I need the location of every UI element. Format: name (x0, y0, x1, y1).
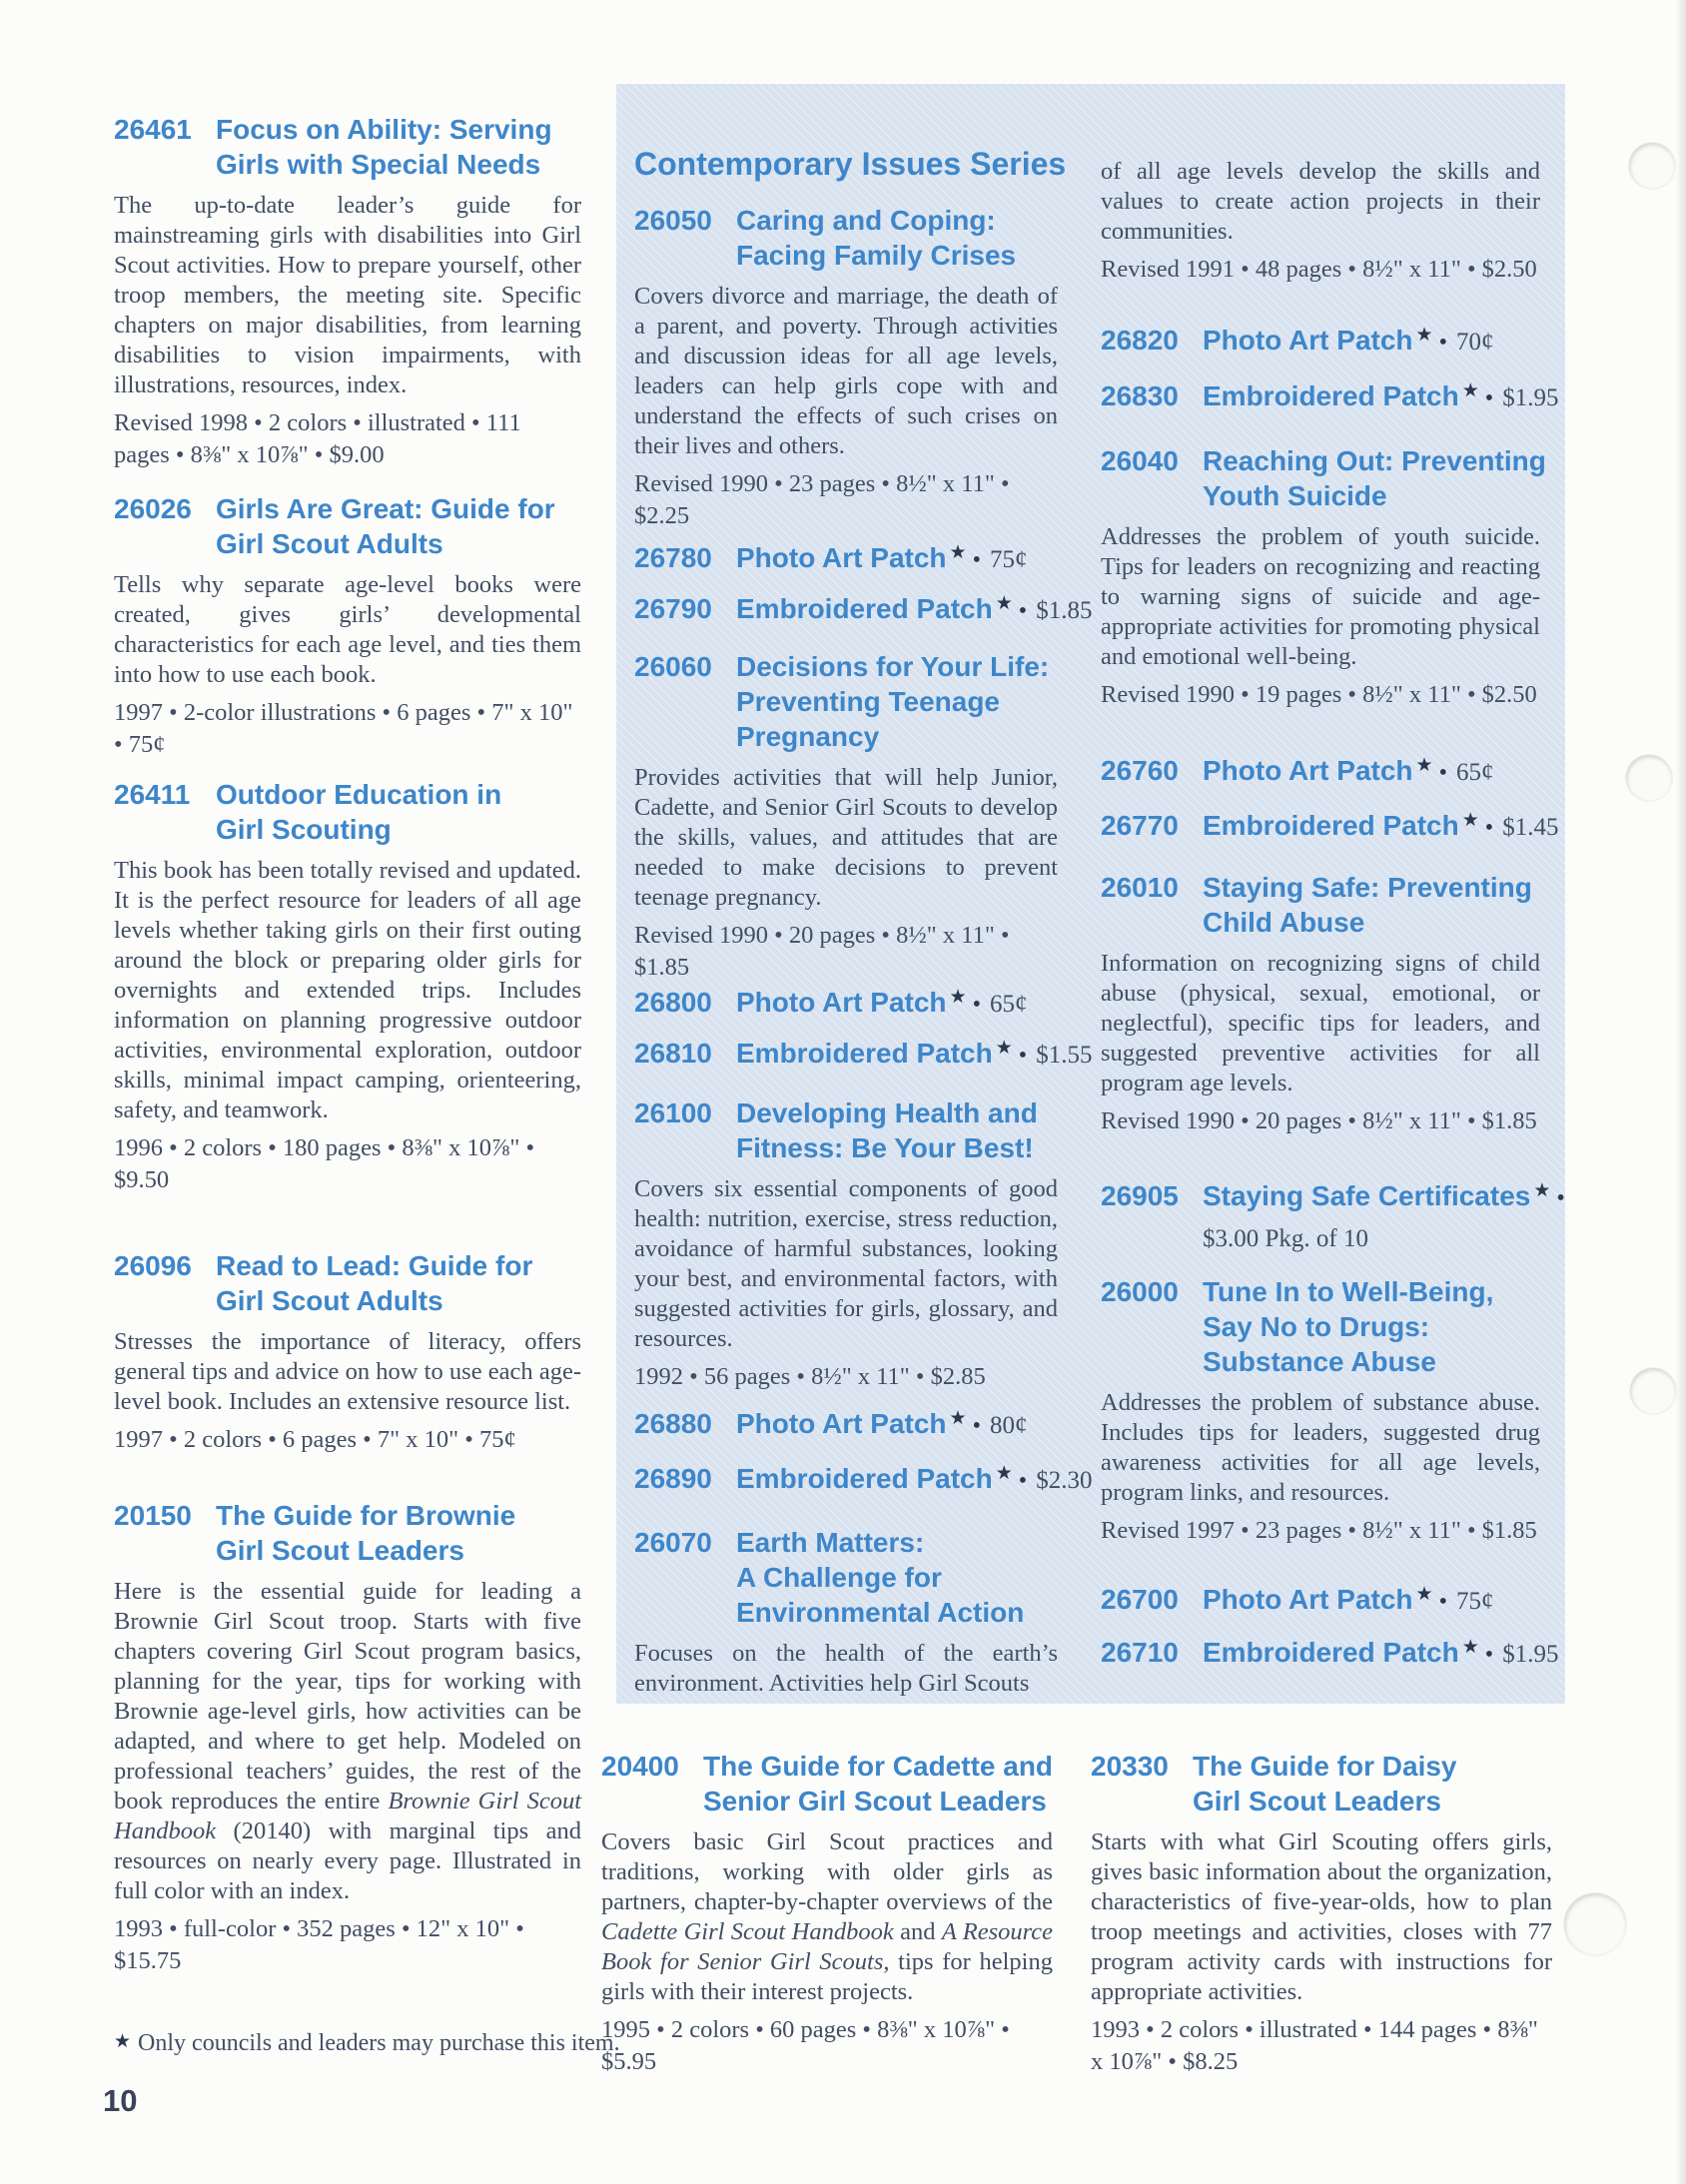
item-description: Information on recognizing signs of child abuse (physical, sexual, emotional, or neglectful), specific tips for leaders, and suggested preventive activities for all program age levels. (1101, 950, 1540, 1096)
item-title-text: Photo Art Patch (1203, 755, 1413, 786)
item-title-line: Staying Safe: Preventing (1203, 872, 1532, 903)
item-specs: Revised 1997 • 23 pages • 8½" x 11" • $1.85 (1101, 1517, 1537, 1544)
item-heading (1101, 870, 1540, 940)
catalog-item-26040 (1101, 443, 1546, 711)
item-code: 26060 (634, 651, 712, 682)
bullet-separator: • (1018, 1468, 1028, 1494)
item-title (736, 1525, 1058, 1630)
item-heading (634, 203, 1058, 273)
item-description (114, 1577, 581, 1906)
bullet-separator: • (1438, 760, 1447, 786)
item-heading (114, 1498, 581, 1568)
item-price: 75¢ (1455, 1588, 1494, 1615)
italic-title-text: Cadette Girl Scout Handbook (601, 1918, 894, 1945)
item-code: 26010 (1101, 872, 1179, 903)
star-icon: ★ (1415, 324, 1433, 346)
item-title (736, 540, 1058, 579)
item-heading (1101, 1582, 1540, 1621)
item-title-line: Preventing Teenage (736, 686, 1001, 717)
item-description: The up-to-date leader’s guide for mainstreaming girls with disabilities into Girl Scout activities. How to prepare yourself, other troop members, the meeting site. Specific chapters on major disabilities, from learning disabilities to vision impairments, with illustrations, resources, index. (114, 192, 581, 398)
item-price: 65¢ (1455, 759, 1494, 786)
item-description: Covers divorce and marriage, the death of a parent, and poverty. Through activities and discussion ideas for all age levels, leaders can help girls cope with and understand the effects of such crises on their lives and others. (634, 283, 1058, 459)
item-title-line: Girl Scout Leaders (1193, 1786, 1441, 1817)
item-code: 26890 (634, 1463, 712, 1494)
binder-hole (1626, 755, 1672, 801)
item-title (216, 1498, 581, 1568)
page-edge-shadow (1676, 0, 1686, 2184)
item-title (736, 985, 1058, 1024)
item-code: 26050 (634, 205, 712, 236)
item-price: 65¢ (989, 991, 1028, 1018)
catalog-item-26770 (1101, 808, 1559, 847)
item-title (1203, 323, 1540, 362)
item-title-line: Environmental Action (736, 1597, 1025, 1628)
item-heading (1101, 1178, 1565, 1217)
item-code: 26880 (634, 1408, 712, 1439)
item-title-line: Youth Suicide (1203, 480, 1387, 511)
catalog-item-26780 (634, 540, 1058, 579)
page-number: 10 (103, 2083, 138, 2118)
item-code: 26905 (1101, 1180, 1179, 1211)
catalog-item-26461 (114, 112, 581, 471)
item-specs: Revised 1990 • 23 pages • 8½" x 11" • $2.25 (634, 470, 1010, 529)
item-title (1203, 808, 1558, 847)
item-title-line: Reaching Out: Preventing (1203, 445, 1546, 476)
catalog-item-26810 (634, 1036, 1093, 1075)
star-icon: ★ (1533, 1179, 1551, 1201)
item-heading (634, 649, 1058, 754)
star-icon: ★ (114, 2030, 132, 2052)
italic-title-text: A Resource Book for Senior Girl Scouts (601, 1918, 1053, 1975)
item-code: 26780 (634, 542, 712, 573)
text-run: (20140) with marginal tips and resources on nearly every page. Illustrated in full color with an index. (114, 1818, 581, 1904)
item-title-line: Girl Scouting (216, 814, 392, 845)
item-title (1193, 1749, 1552, 1819)
item-title (1203, 1178, 1574, 1217)
item-title (216, 112, 581, 182)
item-heading (114, 112, 581, 182)
item-title-line: Say No to Drugs: (1203, 1311, 1430, 1342)
item-heading (1101, 808, 1559, 847)
item-heading (1101, 378, 1559, 417)
bullet-separator: • (1556, 1185, 1565, 1211)
item-price: $1.55 (1036, 1042, 1093, 1069)
item-price: $1.95 (1502, 384, 1559, 411)
item-description: Tells why separate age-level books were created, gives girls’ developmental characteristics for each age level, and ties them into how to use each book. (114, 571, 581, 688)
item-specs: 1995 • 2 colors • 60 pages • 8⅜" x 10⅞" • $5.95 (601, 2016, 1010, 2075)
item-title (703, 1749, 1053, 1819)
item-specs: 1993 • full-color • 352 pages • 12" x 10" • $15.75 (114, 1915, 524, 1974)
text-run: Here is the essential guide for leading a Brownie Girl Scout troop. Starts with five chapters covering Girl Scout program basics, planning for the year, tips for working with Brownie age-level girls, how activities can be adapted, and where to get help. Modeled on professional teachers’ guides, the rest of the book reproduces the entire (114, 1578, 581, 1815)
star-icon: ★ (949, 541, 967, 563)
item-description: Starts with what Girl Scouting offers girls, gives basic information about the organization, characteristics of five-year-olds, how to plan troop meetings and activities, closes with 77 program activity cards with instructions for appropriate activities. (1091, 1828, 1552, 2005)
item-code: 26830 (1101, 380, 1179, 411)
item-title-line: Girls with Special Needs (216, 149, 541, 180)
binder-hole (1629, 143, 1675, 189)
bullet-separator: • (1484, 1642, 1494, 1668)
catalog-item-20330 (1091, 1749, 1552, 2078)
item-title (736, 1461, 1092, 1500)
star-icon: ★ (1415, 1583, 1433, 1605)
item-code: 26790 (634, 593, 712, 624)
item-title-text: Photo Art Patch (736, 542, 947, 573)
item-title (736, 1095, 1058, 1165)
item-code: 26461 (114, 114, 192, 145)
star-icon: ★ (995, 1037, 1013, 1059)
item-code: 20400 (601, 1751, 679, 1782)
item-heading (1101, 443, 1546, 513)
item-title-line: Pregnancy (736, 721, 880, 752)
catalog-item-26890 (634, 1461, 1093, 1500)
item-price: 70¢ (1455, 329, 1494, 356)
item-code: 26096 (114, 1250, 192, 1281)
item-code: 26810 (634, 1038, 712, 1069)
item-description: of all age levels develop the skills and values to create action projects in their communities. (1101, 158, 1540, 245)
catalog-item-26010 (1101, 870, 1540, 1137)
item-code: 26026 (114, 493, 192, 524)
item-title-text: Embroidered Patch (736, 593, 993, 624)
item-specs: Revised 1990 • 19 pages • 8½" x 11" • $2.50 (1101, 681, 1537, 708)
item-code: 26411 (114, 779, 191, 810)
item-heading (634, 1406, 1058, 1445)
item-title (216, 777, 581, 847)
item-code: 26040 (1101, 445, 1179, 476)
item-title (736, 649, 1058, 754)
item-title-line: Girl Scout Leaders (216, 1535, 464, 1566)
item-description: Covers six essential components of good health: nutrition, exercise, stress reduction, avoidance of harmful substances, looking your best, and environmental factors, with suggested activities for girls, glossary, and resources. (634, 1175, 1058, 1352)
item-description: Addresses the problem of substance abuse. Includes tips for leaders, suggested drug awareness activities for all age levels, program links, and resources. (1101, 1389, 1540, 1506)
item-title-line: Fitness: Be Your Best! (736, 1132, 1034, 1163)
item-title (216, 1248, 581, 1318)
item-title (1203, 378, 1558, 417)
item-specs: 1996 • 2 colors • 180 pages • 8⅜" x 10⅞" • $9.50 (114, 1134, 535, 1193)
italic-title-text: Brownie Girl Scout Handbook (114, 1788, 581, 1844)
item-title (1203, 1635, 1558, 1674)
catalog-item-26880 (634, 1406, 1058, 1445)
item-code: 26000 (1101, 1276, 1179, 1307)
star-icon: ★ (949, 986, 967, 1008)
item-specs: Revised 1990 • 20 pages • 8½" x 11" • $1.85 (1101, 1107, 1537, 1134)
item-title-line: Developing Health and (736, 1097, 1038, 1128)
item-title-text: Embroidered Patch (736, 1463, 993, 1494)
star-icon: ★ (949, 1407, 967, 1429)
item-price: $1.85 (1036, 597, 1093, 624)
binder-hole (1630, 1368, 1676, 1414)
bullet-separator: • (1018, 598, 1028, 624)
item-heading (1101, 1635, 1559, 1674)
item-title-text: Staying Safe Certificates (1203, 1180, 1531, 1211)
item-title-line: Girls Are Great: Guide for (216, 493, 555, 524)
item-title-line: Senior Girl Scout Leaders (703, 1786, 1047, 1817)
item-specs: Revised 1998 • 2 colors • illustrated • 111 pages • 8⅜" x 10⅞" • $9.00 (114, 409, 521, 468)
item-title-line: Child Abuse (1203, 907, 1365, 938)
item-description (601, 1827, 1053, 2007)
item-title-line: Girl Scout Adults (216, 1285, 443, 1316)
item-title (1203, 1274, 1540, 1379)
catalog-item-26100 (634, 1095, 1058, 1393)
item-title-line: Outdoor Education in (216, 779, 502, 810)
star-icon: ★ (995, 1462, 1013, 1484)
item-title-line: Earth Matters: (736, 1527, 925, 1558)
item-title (1203, 1582, 1540, 1621)
item-code: 20330 (1091, 1751, 1169, 1782)
binder-hole (1564, 1893, 1626, 1955)
text-run: , tips for helping girls with their interest projects. (601, 1948, 1053, 2005)
item-code: 26100 (634, 1097, 712, 1128)
item-heading (634, 1036, 1093, 1075)
item-title (736, 591, 1092, 630)
catalog-item-20400 (601, 1749, 1053, 2078)
item-code: 26700 (1101, 1584, 1179, 1615)
item-specs: Revised 1990 • 20 pages • 8½" x 11" • $1.85 (634, 922, 1010, 981)
catalog-item-26710 (1101, 1635, 1559, 1674)
bullet-separator: • (1484, 815, 1494, 841)
catalog-item-26760 (1101, 753, 1540, 792)
catalog-item-26790 (634, 591, 1093, 630)
item-code: 26820 (1101, 325, 1179, 356)
catalog-item-26026 (114, 491, 581, 761)
item-title (216, 491, 581, 561)
item-heading (1101, 1274, 1540, 1379)
item-title (736, 203, 1058, 273)
item-price: 75¢ (989, 546, 1028, 573)
bullet-separator: • (1018, 1043, 1028, 1069)
catalog-item-26050 (634, 203, 1058, 532)
item-title-line: The Guide for Cadette and (703, 1751, 1054, 1782)
star-icon: ★ (1461, 379, 1479, 401)
item-title-line: Tune In to Well-Being, (1203, 1276, 1494, 1307)
item-title-line: Read to Lead: Guide for (216, 1250, 533, 1281)
item-description: Stresses the importance of literacy, offers general tips and advice on how to use each age-level book. Includes an extensive resource list. (114, 1328, 581, 1415)
text-run: Covers basic Girl Scout practices and traditions, working with older girls as partners, chapter-by-chapter overviews of the (601, 1828, 1053, 1915)
item-title-line: Decisions for Your Life: (736, 651, 1050, 682)
star-icon: ★ (1461, 1636, 1479, 1658)
item-heading (1091, 1749, 1552, 1819)
item-title-text: Embroidered Patch (1203, 380, 1459, 411)
item-specs: Revised 1991 • 48 pages • 8½" x 11" • $2.50 (1101, 256, 1537, 283)
item-heading (634, 985, 1058, 1024)
star-icon: ★ (1415, 754, 1433, 776)
bullet-separator: • (1484, 385, 1494, 411)
item-heading (634, 540, 1058, 579)
item-specs: 1992 • 56 pages • 8½" x 11" • $2.85 (634, 1363, 986, 1390)
bullet-separator: • (1438, 330, 1447, 356)
item-heading (114, 1248, 581, 1318)
item-price: $1.95 (1502, 1641, 1559, 1668)
catalog-item-26000 (1101, 1274, 1540, 1547)
item-code: 26770 (1101, 810, 1179, 841)
item-code: 26070 (634, 1527, 712, 1558)
item-heading (1101, 753, 1540, 792)
item-specs: 1997 • 2 colors • 6 pages • 7" x 10" • 75¢ (114, 1426, 516, 1453)
item-heading (114, 777, 581, 847)
catalog-item-26905 (1101, 1178, 1565, 1255)
item-title-line: Girl Scout Adults (216, 528, 443, 559)
bullet-separator: • (1438, 1589, 1447, 1615)
item-heading (634, 1525, 1058, 1630)
star-icon: ★ (1461, 809, 1479, 831)
item-title-line: Caring and Coping: (736, 205, 996, 236)
catalog-item-26800 (634, 985, 1058, 1024)
catalog-item-26060 (634, 649, 1058, 984)
star-icon: ★ (995, 592, 1013, 614)
catalog-item-26830 (1101, 378, 1559, 417)
footnote-text: Only councils and leaders may purchase this item. (138, 2030, 620, 2056)
item-title-text: Embroidered Patch (1203, 1637, 1459, 1668)
item-heading (634, 1461, 1093, 1500)
bullet-separator: • (972, 992, 981, 1018)
item-description: Addresses the problem of youth suicide. Tips for leaders on recognizing and reacting to warning signs of suicide and age-appropriate activities for promoting physical and emotional well-being. (1101, 523, 1540, 670)
item-title-line: Facing Family Crises (736, 240, 1017, 271)
item-title-line: The Guide for Daisy (1193, 1751, 1457, 1782)
item-specs: 1993 • 2 colors • illustrated • 144 pages • 8⅜" x 10⅞" • $8.25 (1091, 2016, 1538, 2075)
text-run: and (893, 1918, 942, 1945)
catalog-item-26096 (114, 1248, 581, 1456)
catalog-item-26820 (1101, 323, 1540, 362)
item-heading (1101, 323, 1540, 362)
item-title-text: Photo Art Patch (736, 987, 947, 1018)
item-title (1203, 753, 1540, 792)
item-title-text: Photo Art Patch (736, 1408, 947, 1439)
item-code: 26760 (1101, 755, 1179, 786)
item-description: This book has been totally revised and updated. It is the perfect resource for leaders of all age levels whether taking girls on their first outing around the block or preparing older girls for overnights and extended trips. Includes information on planning progressive outdoor activities, environmental exploration, outdoor skills, minimal impact camping, orienteering, safety, and teamwork. (114, 857, 581, 1123)
item-code: 26800 (634, 987, 712, 1018)
item-heading (634, 1095, 1058, 1165)
item-title-text: Embroidered Patch (1203, 810, 1459, 841)
item-title (736, 1406, 1058, 1445)
item-specs: 1997 • 2-color illustrations • 6 pages • 7" x 10" • 75¢ (114, 699, 573, 758)
series-title: Contemporary Issues Series (634, 146, 1067, 182)
item-title-line: A Challenge for (736, 1562, 942, 1593)
item-price: 80¢ (989, 1412, 1028, 1439)
item-heading (601, 1749, 1053, 1819)
purchase-footnote (114, 2030, 620, 2057)
item-description: Focuses on the health of the earth’s environment. Activities help Girl Scouts (634, 1640, 1058, 1697)
item-price: $2.30 (1036, 1467, 1093, 1494)
item-title (1203, 870, 1540, 940)
item-heading (634, 591, 1093, 630)
catalog-item-26700 (1101, 1582, 1540, 1621)
item-heading (114, 491, 581, 561)
catalog-item-cont (1101, 148, 1540, 286)
bullet-separator: • (972, 1413, 981, 1439)
bullet-separator: • (972, 547, 981, 573)
item-title (1203, 443, 1546, 513)
item-title-text: Photo Art Patch (1203, 1584, 1413, 1615)
catalog-item-26411 (114, 777, 581, 1196)
item-price: $3.00 Pkg. of 10 (1203, 1225, 1368, 1252)
item-title-text: Photo Art Patch (1203, 325, 1413, 356)
item-title-text: Embroidered Patch (736, 1038, 993, 1069)
item-title (736, 1036, 1092, 1075)
item-title-line: The Guide for Brownie (216, 1500, 516, 1531)
item-code: 26710 (1101, 1637, 1179, 1668)
item-description: Provides activities that will help Junior, Cadette, and Senior Girl Scouts to develop the skills, values, and attitudes that are needed to make decisions to prevent teenage pregnancy. (634, 764, 1058, 911)
item-title-line: Substance Abuse (1203, 1346, 1436, 1377)
item-price: $1.45 (1502, 814, 1559, 841)
catalog-item-20150 (114, 1498, 581, 1977)
item-title-line: Focus on Ability: Serving (216, 114, 552, 145)
item-code: 20150 (114, 1500, 192, 1531)
catalog-item-26070 (634, 1525, 1058, 1699)
